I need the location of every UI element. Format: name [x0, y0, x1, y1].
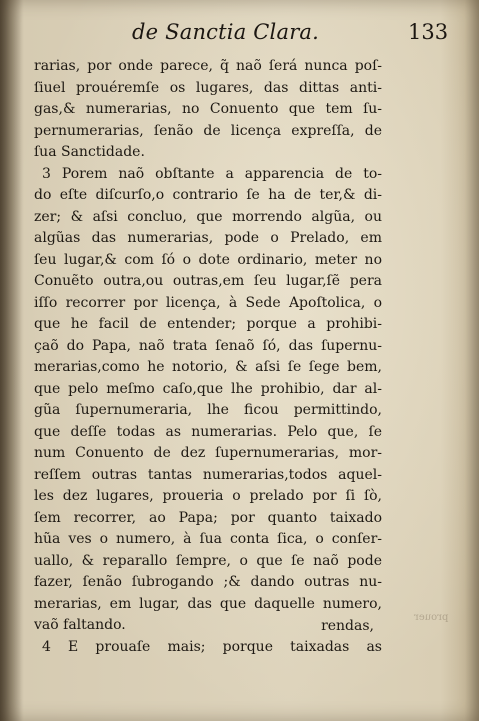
text-line: fazer, ſenão ſubrogando ;& dando outras nu-	[34, 574, 382, 590]
text-line: merarias, em lugar, das que daquelle numero,	[34, 595, 382, 612]
text-line: ſeu lugar,& com ſó o dote ordinario, meter no	[34, 251, 382, 268]
text-line: ſua Sanctidade.	[34, 144, 145, 160]
paragraph-4-start: 4 E prouaſe mais; porque taixadas as	[42, 638, 382, 655]
text-line: iſſo recorrer por licença, à Sede Apoſtolica, o	[34, 294, 382, 311]
page-number: 133	[408, 20, 449, 44]
text-line: merarias,como he notorio, & aſsi ſe ſege bem,	[34, 359, 382, 375]
text-line: do eſte diſcurſo,o contrario ſe ha de ter,& di-	[34, 187, 382, 203]
catchword: rendas,	[321, 618, 374, 634]
bleed-through-text: prouer	[414, 612, 449, 623]
text-line: vaõ faltando.	[34, 617, 126, 633]
gutter-shadow	[0, 0, 24, 721]
text-line: hũa ves o numero, à ſua conta ſica, o conſer-	[34, 531, 382, 547]
text-line: pernumerarias, ſenão de licença expreſſa, de	[34, 122, 382, 139]
text-line: reſſem outras tantas numerarias,todos aquel-	[34, 466, 382, 483]
text-line: çaõ do Papa, naõ trata ſenaõ ſó, das ſupernu-	[34, 337, 382, 354]
text-line: uallo, & reparallo ſempre, o que ſe naõ pode	[34, 552, 382, 569]
text-line: que he facil de entender; porque a prohibi-	[34, 316, 382, 332]
text-line: algũas das numerarias, pode o Prelado, em	[34, 230, 382, 246]
text-line: les dez lugares, proueria o prelado por ſi ſò,	[34, 488, 382, 504]
text-line: rarias, por onde parece, q̃ naõ ſerá nunca poſ-	[34, 58, 382, 74]
text-line: gas,& numerarias, no Conuento que tem ſu-	[34, 101, 382, 117]
paragraph-3-start: 3 Porem naõ obſtante a apparencia de to-	[42, 165, 382, 182]
text-line: ſem recorrer, ao Papa; por quanto taixado	[34, 509, 382, 526]
text-line: que pelo meſmo caſo,que lhe prohibio, dar al-	[34, 380, 382, 397]
text-line: zer; & aſsi concluo, que morrendo algũa, ou	[34, 208, 382, 225]
text-line: ſiuel prouéremſe os lugares, das dittas anti-	[34, 79, 382, 96]
text-line: gũa ſupernumeraria, lhe ficou permittindo,	[34, 402, 382, 418]
text-line: num Conuento de dez ſupernumerarias, mor-	[34, 445, 382, 461]
running-title: de Sanctia Clara.	[132, 20, 320, 44]
body-text	[34, 56, 382, 658]
text-line: que deſſe todas as numerarias. Pelo que, ſe	[34, 423, 382, 440]
text-line: Conuẽto outra,ou outras,em ſeu lugar,ſẽ pera	[34, 273, 382, 289]
